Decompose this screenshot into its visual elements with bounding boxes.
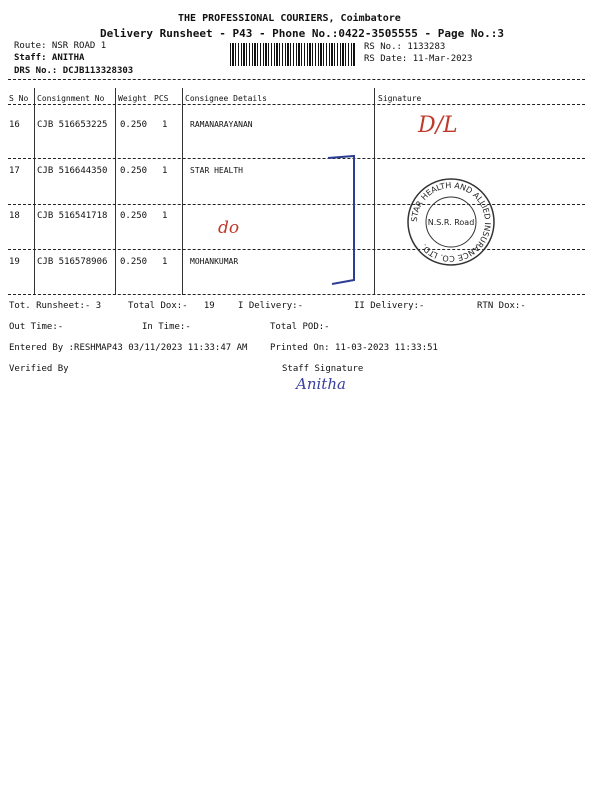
barcode-image (230, 43, 356, 66)
row-consignee: STAR HEALTH (190, 166, 243, 175)
row-sno: 19 (9, 257, 20, 267)
row-consignee: MOHANKUMAR (190, 257, 239, 266)
bracket-mark (324, 152, 364, 292)
in-time: In Time:- (142, 322, 191, 332)
out-time: Out Time:- (9, 322, 64, 332)
row-consignment: CJB 516644350 (37, 166, 108, 176)
row-sno: 17 (9, 166, 20, 176)
total-dox: Total Dox:- 19 (128, 301, 215, 311)
row-consignment: CJB 516578906 (37, 257, 108, 267)
row-pcs: 1 (162, 120, 168, 130)
company-title: THE PROFESSIONAL COURIERS, Coimbatore (178, 13, 401, 24)
rtn-dox: RTN Dox:- (477, 301, 526, 311)
route-label: Route: NSR ROAD 1 (14, 41, 107, 51)
row-divider (8, 204, 585, 205)
verified-by: Verified By (9, 364, 69, 374)
runsheet-title: Delivery Runsheet - P43 - Phone No.:0422-3505555 - Page No.:3 (100, 27, 504, 40)
col-header-signature: Signature (378, 94, 422, 103)
printed-on: Printed On: 11-03-2023 11:33:51 (270, 343, 438, 353)
row-weight: 0.250 (120, 211, 148, 221)
col-header-consignee: Consignee Details (185, 94, 267, 103)
row-divider (8, 249, 585, 250)
col-divider (34, 88, 35, 295)
row-pcs: 1 (162, 166, 168, 176)
stamp-center-text: N.S.R. Road (427, 218, 475, 227)
row-consignment: CJB 516541718 (37, 211, 108, 221)
stamp-ring-text: STAR HEALTH AND ALLIED INSURANCE CO. LTD. (409, 180, 493, 264)
staff-signature-label: Staff Signature (282, 364, 364, 374)
tot-runsheet: Tot. Runsheet:- 3 (9, 301, 102, 311)
handwritten-signature: D/L (418, 113, 458, 138)
row-weight: 0.250 (120, 166, 148, 176)
col-divider (182, 88, 183, 295)
company-stamp (405, 176, 497, 268)
col-divider (115, 88, 116, 295)
row-weight: 0.250 (120, 257, 148, 267)
rs-date: RS Date: 11-Mar-2023 (364, 54, 473, 64)
row-consignee: RAMANARAYANAN (190, 120, 253, 129)
col-header-weight: Weight (118, 94, 147, 103)
row-consignment: CJB 516653225 (37, 120, 108, 130)
handwritten-ditto: do (218, 218, 240, 238)
row-sno: 18 (9, 211, 20, 221)
drs-number: DRS No.: DCJB113328303 (14, 66, 134, 76)
col-divider (374, 88, 375, 295)
row-pcs: 1 (162, 211, 168, 221)
rule-table-bottom (8, 294, 585, 295)
total-pod: Total POD:- (270, 322, 330, 332)
entered-by: Entered By :RESHMAP43 03/11/2023 11:33:47 AM (9, 343, 248, 353)
staff-handwritten-signature: Anitha (296, 375, 346, 393)
staff-label: Staff: ANITHA (14, 53, 85, 63)
col-header-sno: S No (9, 94, 29, 103)
row-sno: 16 (9, 120, 20, 130)
row-pcs: 1 (162, 257, 168, 267)
col-header-consignment: Consignment No (37, 94, 105, 103)
col-header-pcs: PCS (154, 94, 169, 103)
rs-number: RS No.: 1133283 (364, 42, 446, 52)
rule-top (8, 79, 585, 80)
rule-header-bottom (8, 104, 585, 105)
row-divider (8, 158, 585, 159)
row-weight: 0.250 (120, 120, 148, 130)
ii-delivery: II Delivery:- (354, 301, 425, 311)
i-delivery: I Delivery:- (238, 301, 304, 311)
